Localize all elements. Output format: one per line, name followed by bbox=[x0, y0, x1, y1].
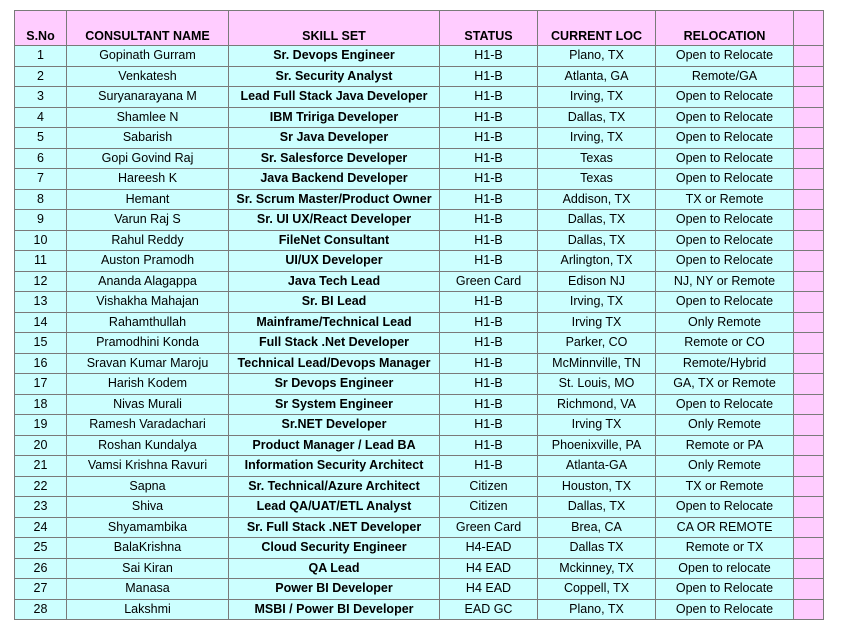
table-row bbox=[15, 517, 824, 538]
table-row bbox=[15, 599, 824, 620]
consultant-name-cell: Sai Kiran bbox=[67, 558, 229, 579]
table-row bbox=[15, 87, 824, 108]
extra-cell bbox=[794, 497, 824, 518]
sno-cell: 15 bbox=[15, 333, 67, 354]
sno-cell: 2 bbox=[15, 66, 67, 87]
header-current-loc: CURRENT LOC bbox=[538, 11, 656, 46]
table-row bbox=[15, 435, 824, 456]
sno-cell: 1 bbox=[15, 46, 67, 67]
status-cell: H1-B bbox=[440, 107, 538, 128]
current-loc-cell: Irving, TX bbox=[538, 292, 656, 313]
skill-set-cell: Power BI Developer bbox=[229, 579, 440, 600]
extra-cell bbox=[794, 538, 824, 559]
table-row bbox=[15, 292, 824, 313]
header-consultant-name: CONSULTANT NAME bbox=[67, 11, 229, 46]
extra-cell bbox=[794, 66, 824, 87]
current-loc-cell: Irving, TX bbox=[538, 128, 656, 149]
status-cell: EAD GC bbox=[440, 599, 538, 620]
skill-set-cell: Product Manager / Lead BA bbox=[229, 435, 440, 456]
current-loc-cell: Irving, TX bbox=[538, 87, 656, 108]
status-cell: H1-B bbox=[440, 251, 538, 272]
extra-cell bbox=[794, 599, 824, 620]
consultant-name-cell: Lakshmi bbox=[67, 599, 229, 620]
skill-set-cell: IBM Tririga Developer bbox=[229, 107, 440, 128]
relocation-cell: Open to Relocate bbox=[656, 210, 794, 231]
sno-cell: 18 bbox=[15, 394, 67, 415]
status-cell: H1-B bbox=[440, 230, 538, 251]
current-loc-cell: Addison, TX bbox=[538, 189, 656, 210]
table-row bbox=[15, 558, 824, 579]
header-extra bbox=[794, 11, 824, 46]
relocation-cell: Open to Relocate bbox=[656, 251, 794, 272]
skill-set-cell: MSBI / Power BI Developer bbox=[229, 599, 440, 620]
relocation-cell: Remote/Hybrid bbox=[656, 353, 794, 374]
current-loc-cell: Dallas, TX bbox=[538, 497, 656, 518]
sno-cell: 5 bbox=[15, 128, 67, 149]
status-cell: H4 EAD bbox=[440, 579, 538, 600]
relocation-cell: Open to Relocate bbox=[656, 46, 794, 67]
status-cell: H1-B bbox=[440, 189, 538, 210]
status-cell: Citizen bbox=[440, 497, 538, 518]
status-cell: H1-B bbox=[440, 333, 538, 354]
table-row bbox=[15, 230, 824, 251]
current-loc-cell: Brea, CA bbox=[538, 517, 656, 538]
status-cell: H1-B bbox=[440, 66, 538, 87]
table-row bbox=[15, 497, 824, 518]
relocation-cell: Only Remote bbox=[656, 456, 794, 477]
table-row bbox=[15, 538, 824, 559]
extra-cell bbox=[794, 353, 824, 374]
relocation-cell: Open to Relocate bbox=[656, 230, 794, 251]
consultant-name-cell: Varun Raj S bbox=[67, 210, 229, 231]
skill-set-cell: Sr. Salesforce Developer bbox=[229, 148, 440, 169]
status-cell: H1-B bbox=[440, 210, 538, 231]
extra-cell bbox=[794, 292, 824, 313]
consultant-name-cell: Hemant bbox=[67, 189, 229, 210]
sno-cell: 17 bbox=[15, 374, 67, 395]
consultant-table bbox=[14, 10, 824, 620]
table-row bbox=[15, 456, 824, 477]
skill-set-cell: Sr.NET Developer bbox=[229, 415, 440, 436]
relocation-cell: Open to Relocate bbox=[656, 128, 794, 149]
skill-set-cell: QA Lead bbox=[229, 558, 440, 579]
current-loc-cell: Arlington, TX bbox=[538, 251, 656, 272]
sno-cell: 23 bbox=[15, 497, 67, 518]
extra-cell bbox=[794, 517, 824, 538]
skill-set-cell: Lead QA/UAT/ETL Analyst bbox=[229, 497, 440, 518]
skill-set-cell: Sr. BI Lead bbox=[229, 292, 440, 313]
extra-cell bbox=[794, 169, 824, 190]
current-loc-cell: Plano, TX bbox=[538, 46, 656, 67]
sno-cell: 25 bbox=[15, 538, 67, 559]
extra-cell bbox=[794, 87, 824, 108]
extra-cell bbox=[794, 312, 824, 333]
current-loc-cell: Atlanta-GA bbox=[538, 456, 656, 477]
status-cell: Citizen bbox=[440, 476, 538, 497]
sno-cell: 28 bbox=[15, 599, 67, 620]
header-skill-set: SKILL SET bbox=[229, 11, 440, 46]
consultant-name-cell: Pramodhini Konda bbox=[67, 333, 229, 354]
current-loc-cell: Phoenixville, PA bbox=[538, 435, 656, 456]
consultant-name-cell: Nivas Murali bbox=[67, 394, 229, 415]
status-cell: H1-B bbox=[440, 435, 538, 456]
current-loc-cell: Texas bbox=[538, 169, 656, 190]
current-loc-cell: Atlanta, GA bbox=[538, 66, 656, 87]
relocation-cell: Only Remote bbox=[656, 312, 794, 333]
relocation-cell: Open to Relocate bbox=[656, 148, 794, 169]
status-cell: H1-B bbox=[440, 292, 538, 313]
skill-set-cell: Sr. Technical/Azure Architect bbox=[229, 476, 440, 497]
table-row bbox=[15, 210, 824, 231]
relocation-cell: Open to Relocate bbox=[656, 292, 794, 313]
status-cell: H1-B bbox=[440, 169, 538, 190]
sno-cell: 7 bbox=[15, 169, 67, 190]
header-row bbox=[15, 11, 824, 46]
skill-set-cell: Sr. Scrum Master/Product Owner bbox=[229, 189, 440, 210]
sno-cell: 3 bbox=[15, 87, 67, 108]
relocation-cell: Open to relocate bbox=[656, 558, 794, 579]
skill-set-cell: Sr. Devops Engineer bbox=[229, 46, 440, 67]
relocation-cell: Only Remote bbox=[656, 415, 794, 436]
status-cell: H4 EAD bbox=[440, 558, 538, 579]
relocation-cell: Remote or TX bbox=[656, 538, 794, 559]
consultant-name-cell: Hareesh K bbox=[67, 169, 229, 190]
current-loc-cell: Coppell, TX bbox=[538, 579, 656, 600]
extra-cell bbox=[794, 579, 824, 600]
current-loc-cell: McMinnville, TN bbox=[538, 353, 656, 374]
skill-set-cell: UI/UX Developer bbox=[229, 251, 440, 272]
header-status: STATUS bbox=[440, 11, 538, 46]
header-sno: S.No bbox=[15, 11, 67, 46]
skill-set-cell: Sr System Engineer bbox=[229, 394, 440, 415]
skill-set-cell: Information Security Architect bbox=[229, 456, 440, 477]
skill-set-cell: Mainframe/Technical Lead bbox=[229, 312, 440, 333]
extra-cell bbox=[794, 456, 824, 477]
extra-cell bbox=[794, 394, 824, 415]
table-row bbox=[15, 353, 824, 374]
current-loc-cell: Dallas, TX bbox=[538, 230, 656, 251]
current-loc-cell: Irving TX bbox=[538, 312, 656, 333]
header-relocation: RELOCATION bbox=[656, 11, 794, 46]
consultant-name-cell: Manasa bbox=[67, 579, 229, 600]
consultant-name-cell: Auston Pramodh bbox=[67, 251, 229, 272]
extra-cell bbox=[794, 148, 824, 169]
relocation-cell: Remote or PA bbox=[656, 435, 794, 456]
current-loc-cell: Richmond, VA bbox=[538, 394, 656, 415]
skill-set-cell: Full Stack .Net Developer bbox=[229, 333, 440, 354]
table-body bbox=[15, 46, 824, 620]
current-loc-cell: St. Louis, MO bbox=[538, 374, 656, 395]
relocation-cell: Open to Relocate bbox=[656, 107, 794, 128]
extra-cell bbox=[794, 435, 824, 456]
consultant-name-cell: BalaKrishna bbox=[67, 538, 229, 559]
current-loc-cell: Dallas TX bbox=[538, 538, 656, 559]
sno-cell: 10 bbox=[15, 230, 67, 251]
extra-cell bbox=[794, 415, 824, 436]
skill-set-cell: Sr. Security Analyst bbox=[229, 66, 440, 87]
status-cell: H4-EAD bbox=[440, 538, 538, 559]
sno-cell: 11 bbox=[15, 251, 67, 272]
table-row bbox=[15, 107, 824, 128]
sno-cell: 6 bbox=[15, 148, 67, 169]
consultant-name-cell: Suryanarayana M bbox=[67, 87, 229, 108]
consultant-name-cell: Sabarish bbox=[67, 128, 229, 149]
table-row bbox=[15, 333, 824, 354]
table-row bbox=[15, 46, 824, 67]
extra-cell bbox=[794, 333, 824, 354]
consultant-name-cell: Gopi Govind Raj bbox=[67, 148, 229, 169]
skill-set-cell: Cloud Security Engineer bbox=[229, 538, 440, 559]
table-row bbox=[15, 251, 824, 272]
status-cell: H1-B bbox=[440, 394, 538, 415]
table-row bbox=[15, 312, 824, 333]
sno-cell: 13 bbox=[15, 292, 67, 313]
extra-cell bbox=[794, 210, 824, 231]
skill-set-cell: Java Tech Lead bbox=[229, 271, 440, 292]
extra-cell bbox=[794, 271, 824, 292]
consultant-name-cell: Vishakha Mahajan bbox=[67, 292, 229, 313]
relocation-cell: Open to Relocate bbox=[656, 497, 794, 518]
relocation-cell: Open to Relocate bbox=[656, 169, 794, 190]
extra-cell bbox=[794, 476, 824, 497]
relocation-cell: Open to Relocate bbox=[656, 579, 794, 600]
sno-cell: 4 bbox=[15, 107, 67, 128]
status-cell: H1-B bbox=[440, 374, 538, 395]
current-loc-cell: Plano, TX bbox=[538, 599, 656, 620]
extra-cell bbox=[794, 128, 824, 149]
extra-cell bbox=[794, 189, 824, 210]
table-row bbox=[15, 169, 824, 190]
consultant-name-cell: Shamlee N bbox=[67, 107, 229, 128]
extra-cell bbox=[794, 46, 824, 67]
consultant-name-cell: Gopinath Gurram bbox=[67, 46, 229, 67]
relocation-cell: TX or Remote bbox=[656, 189, 794, 210]
status-cell: H1-B bbox=[440, 415, 538, 436]
table-row bbox=[15, 271, 824, 292]
sno-cell: 14 bbox=[15, 312, 67, 333]
skill-set-cell: Sr. UI UX/React Developer bbox=[229, 210, 440, 231]
skill-set-cell: Sr Devops Engineer bbox=[229, 374, 440, 395]
current-loc-cell: Edison NJ bbox=[538, 271, 656, 292]
sno-cell: 16 bbox=[15, 353, 67, 374]
consultant-name-cell: Venkatesh bbox=[67, 66, 229, 87]
current-loc-cell: Texas bbox=[538, 148, 656, 169]
relocation-cell: Open to Relocate bbox=[656, 87, 794, 108]
sno-cell: 24 bbox=[15, 517, 67, 538]
skill-set-cell: Lead Full Stack Java Developer bbox=[229, 87, 440, 108]
extra-cell bbox=[794, 251, 824, 272]
consultant-name-cell: Ananda Alagappa bbox=[67, 271, 229, 292]
sno-cell: 27 bbox=[15, 579, 67, 600]
status-cell: H1-B bbox=[440, 353, 538, 374]
table-row bbox=[15, 189, 824, 210]
status-cell: H1-B bbox=[440, 87, 538, 108]
table-row bbox=[15, 394, 824, 415]
relocation-cell: TX or Remote bbox=[656, 476, 794, 497]
consultant-name-cell: Sravan Kumar Maroju bbox=[67, 353, 229, 374]
skill-set-cell: Sr. Full Stack .NET Developer bbox=[229, 517, 440, 538]
current-loc-cell: Dallas, TX bbox=[538, 210, 656, 231]
sno-cell: 21 bbox=[15, 456, 67, 477]
skill-set-cell: Technical Lead/Devops Manager bbox=[229, 353, 440, 374]
relocation-cell: Open to Relocate bbox=[656, 394, 794, 415]
consultant-name-cell: Shyamambika bbox=[67, 517, 229, 538]
skill-set-cell: Sr Java Developer bbox=[229, 128, 440, 149]
consultant-name-cell: Ramesh Varadachari bbox=[67, 415, 229, 436]
table-row bbox=[15, 415, 824, 436]
relocation-cell: Remote or CO bbox=[656, 333, 794, 354]
consultant-name-cell: Rahamthullah bbox=[67, 312, 229, 333]
relocation-cell: CA OR REMOTE bbox=[656, 517, 794, 538]
sno-cell: 19 bbox=[15, 415, 67, 436]
sno-cell: 22 bbox=[15, 476, 67, 497]
table-row bbox=[15, 66, 824, 87]
relocation-cell: Remote/GA bbox=[656, 66, 794, 87]
consultant-name-cell: Sapna bbox=[67, 476, 229, 497]
status-cell: H1-B bbox=[440, 312, 538, 333]
skill-set-cell: Java Backend Developer bbox=[229, 169, 440, 190]
status-cell: H1-B bbox=[440, 148, 538, 169]
sno-cell: 20 bbox=[15, 435, 67, 456]
relocation-cell: GA, TX or Remote bbox=[656, 374, 794, 395]
sno-cell: 26 bbox=[15, 558, 67, 579]
extra-cell bbox=[794, 230, 824, 251]
consultant-name-cell: Harish Kodem bbox=[67, 374, 229, 395]
sno-cell: 9 bbox=[15, 210, 67, 231]
current-loc-cell: Dallas, TX bbox=[538, 107, 656, 128]
status-cell: H1-B bbox=[440, 456, 538, 477]
current-loc-cell: Irving TX bbox=[538, 415, 656, 436]
sno-cell: 12 bbox=[15, 271, 67, 292]
extra-cell bbox=[794, 558, 824, 579]
current-loc-cell: Mckinney, TX bbox=[538, 558, 656, 579]
relocation-cell: Open to Relocate bbox=[656, 599, 794, 620]
consultant-name-cell: Shiva bbox=[67, 497, 229, 518]
status-cell: H1-B bbox=[440, 128, 538, 149]
extra-cell bbox=[794, 107, 824, 128]
table-row bbox=[15, 148, 824, 169]
table-row bbox=[15, 476, 824, 497]
table-row bbox=[15, 128, 824, 149]
sno-cell: 8 bbox=[15, 189, 67, 210]
extra-cell bbox=[794, 374, 824, 395]
consultant-name-cell: Roshan Kundalya bbox=[67, 435, 229, 456]
relocation-cell: NJ, NY or Remote bbox=[656, 271, 794, 292]
current-loc-cell: Parker, CO bbox=[538, 333, 656, 354]
skill-set-cell: FileNet Consultant bbox=[229, 230, 440, 251]
consultant-name-cell: Rahul Reddy bbox=[67, 230, 229, 251]
table-row bbox=[15, 579, 824, 600]
status-cell: Green Card bbox=[440, 517, 538, 538]
table-row bbox=[15, 374, 824, 395]
status-cell: H1-B bbox=[440, 46, 538, 67]
status-cell: Green Card bbox=[440, 271, 538, 292]
consultant-name-cell: Vamsi Krishna Ravuri bbox=[67, 456, 229, 477]
current-loc-cell: Houston, TX bbox=[538, 476, 656, 497]
